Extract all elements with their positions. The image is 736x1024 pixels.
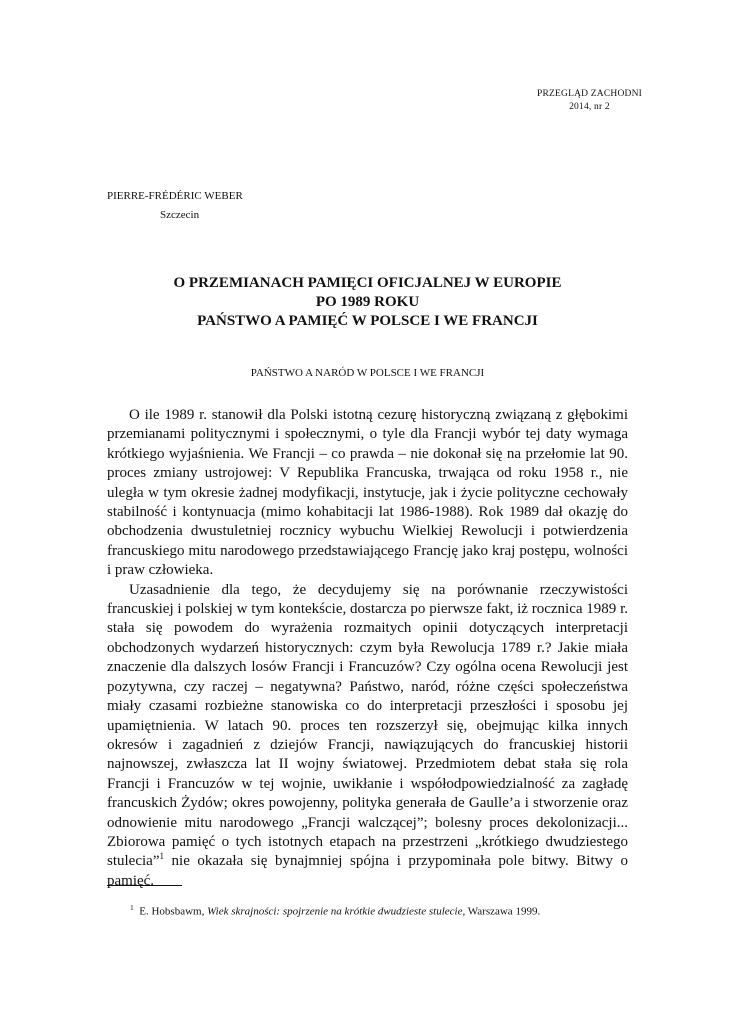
paragraph-2-part-b: nie okazała się bynajmniej spójna i przypominała pole bitwy. Bitwy o pamięć. (107, 853, 628, 889)
paragraph-2 (107, 581, 628, 892)
journal-header (537, 88, 642, 114)
title-line-3: PAŃSTWO A PAMIĘĆ W POLSCE I WE FRANCJI (197, 313, 538, 329)
article-body (107, 406, 628, 891)
paragraph-2-part-a: Uzasadnienie dla tego, że decydujemy się na porównanie rzeczywistości francuskiej i polskiej w tym kontekście, dostarcza po pierwsze fakt, iż rocznica 1989 r. stała się powodem do wyrażenia rozmaitych opinii dotyczących interpretacji obchodzonych wydarzeń historycznych: czym była Rewolucja 1789 r.? Jakie miała znaczenie dla dalszych losów Francji i Francuzów? Czy ogólna ocena Rewolucji jest pozytywna, czy raczej – negatywna? Państwo, naród, różne części społeczeństwa miały czasami rozbieżne stanowiska co do interpretacji przeszłości i sposobu jej upamiętnienia. W latach 90. proces ten rozszerzył się, obejmując kilka innych okresów i zagadnień z dziejów Francji, nawiązujących do francuskiej historii najnowszej, zwłaszcza lat II wojny światowej. Przedmiotem debat stała się rola Francji i Francuzów w tej wojnie, uwikłanie i współodpowiedzialność za zagładę francuskich Żydów; okres powojenny, polityka generała de Gaulle’a i stworzenie oraz odnowienie mitu narodowego „Francji walczącej”; bolesny proces dekolonizacji... Zbiorowa pamięć o tych istotnych etapach na przestrzeni „krótkiego dwudziestego stulecia” (107, 581, 628, 870)
footnote-divider (107, 885, 182, 886)
title-line-2: PO 1989 ROKU (315, 294, 420, 310)
title-line-1: O PRZEMIANACH PAMIĘCI OFICJALNEJ W EUROPIE (173, 275, 562, 291)
section-heading: PAŃSTWO A NARÓD W POLSCE I WE FRANCJI (250, 367, 485, 379)
article-title (107, 274, 628, 331)
footnote-rest: , Warszawa 1999. (462, 905, 541, 918)
footnote-work-title: Wiek skrajności: spojrzenie na krótkie dwudzieste stulecie (207, 905, 463, 918)
journal-name: PRZEGLĄD ZACHODNI (537, 89, 642, 99)
footnote-ref[interactable]: 1 (159, 851, 164, 862)
author-affiliation: Szczecin (160, 209, 200, 221)
paragraph-1: O ile 1989 r. stanowił dla Polski istotną cezurę historyczną związaną z głębokimi przemianami politycznymi i społecznymi, o tyle dla Francji wybór tej daty wymaga krótkiego wyjaśnienia. We Francji – co prawda – nie dokonał się na przełomie lat 90. proces zmiany ustrojowej: V Republika Francuska, trwająca od roku 1958 r., nie uległa w tym okresie żadnej modyfikacji, instytucje, jak i życie polityczne cechowały stabilność i kontynuacja (mimo kohabitacji lat 1986-1988). Rok 1989 dał okazję do obchodzenia dwustuletniej rocznicy wybuchu Wielkiej Rewolucji i potwierdzenia francuskiego mitu narodowego przedstawiającego Francję jako kraj postępu, wolności i praw człowieka. (107, 407, 628, 579)
journal-issue: 2014, nr 2 (569, 102, 610, 112)
author-name: PIERRE-FRÉDÉRIC WEBER (107, 190, 243, 202)
footnote-number: 1 (130, 903, 134, 912)
footnote (130, 900, 540, 920)
footnote-author: E. Hobsbawm, (139, 905, 208, 918)
